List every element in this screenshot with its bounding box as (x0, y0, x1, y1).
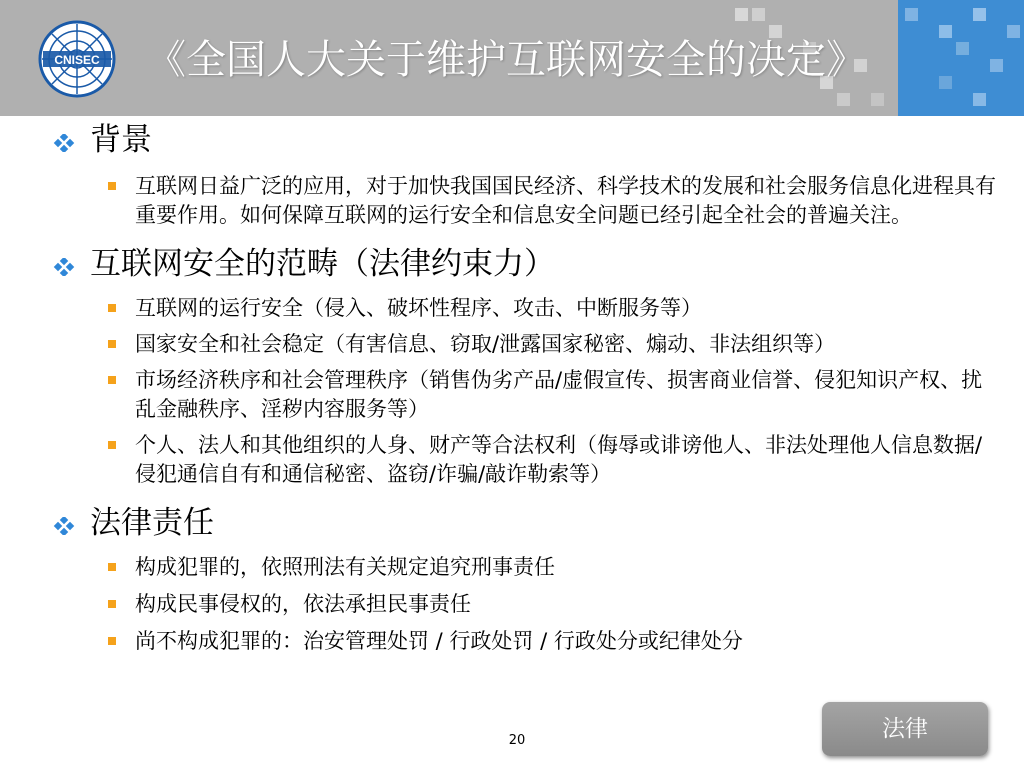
square-bullet-icon (108, 637, 116, 645)
web-globe-logo (38, 20, 116, 98)
square-bullet-icon (108, 340, 116, 348)
section-heading-text: 背景 (90, 122, 152, 158)
diamond-bullet-icon (52, 258, 78, 276)
list-item: 国家安全和社会稳定（有害信息、窃取/泄露国家秘密、煽动、非法组织等） (0, 330, 1024, 359)
square-bullet-icon (108, 304, 116, 312)
list-item: 构成犯罪的，依照刑法有关规定追究刑事责任 (0, 553, 1024, 582)
section-heading-text: 互联网安全的范畴（法律约束力） (90, 246, 555, 282)
square-bullet-icon (108, 441, 116, 449)
slide-body (0, 118, 1024, 656)
section-scope (0, 244, 1024, 489)
slide-title: 《全国人大关于维护互联网安全的决定》 (146, 37, 866, 83)
section-heading (0, 503, 1024, 543)
section-heading (0, 120, 1024, 160)
diamond-bullet-icon (52, 134, 78, 152)
square-bullet-icon (108, 376, 116, 384)
list-item: 构成民事侵权的，依法承担民事责任 (0, 590, 1024, 619)
list-item: 尚不构成犯罪的：治安管理处罚 / 行政处罚 / 行政处分或纪律处分 (0, 627, 1024, 656)
section-background (0, 120, 1024, 230)
section-liability (0, 503, 1024, 656)
diamond-bullet-icon (52, 517, 78, 535)
square-bullet-icon (108, 563, 116, 571)
list-item: 个人、法人和其他组织的人身、财产等合法权利（侮辱或诽谤他人、非法处理他人信息数据/侵犯通信自有和通信秘密、盗窃/诈骗/敲诈勒索等） (0, 431, 1024, 489)
list-item: 互联网日益广泛的应用，对于加快我国国民经济、科学技术的发展和社会服务信息化进程具有重要作用。如何保障互联网的运行安全和信息安全问题已经引起全社会的普遍关注。 (0, 172, 1024, 230)
page-number: 20 (508, 733, 526, 748)
square-bullet-icon (108, 600, 116, 608)
svg-text:CNISEC: CNISEC (54, 53, 100, 67)
section-heading-text: 法律责任 (90, 505, 214, 541)
list-item: 互联网的运行安全（侵入、破坏性程序、攻击、中断服务等） (0, 294, 1024, 323)
list-item: 市场经济秩序和社会管理秩序（销售伪劣产品/虚假宣传、损害商业信誉、侵犯知识产权、扰乱金融秩序、淫秽内容服务等） (0, 366, 1024, 424)
law-tag-button[interactable]: 法律 (822, 702, 988, 756)
section-heading (0, 244, 1024, 284)
slide-header (0, 0, 1024, 116)
square-bullet-icon (108, 182, 116, 190)
